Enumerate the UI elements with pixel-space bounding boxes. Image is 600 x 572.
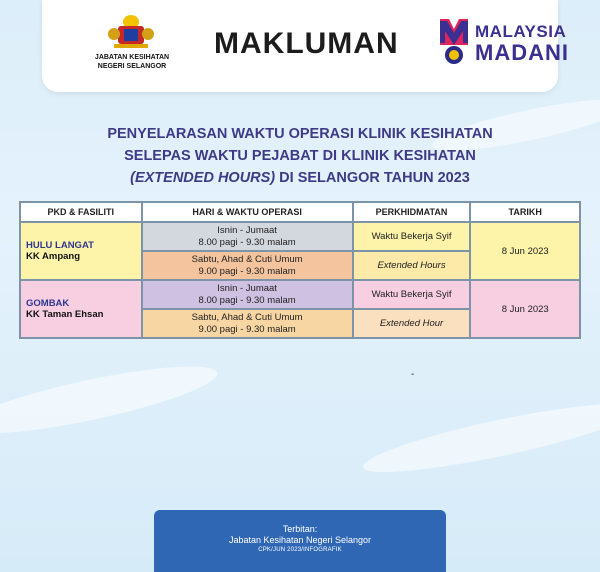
weekday-hours: 8.00 pagi - 9.30 malam — [198, 236, 296, 248]
government-crest-icon — [104, 12, 158, 50]
column-header-facility: PKD & FASILITI — [20, 202, 142, 222]
column-header-operating-hours: HARI & WAKTU OPERASI — [142, 202, 353, 222]
publisher-footer — [154, 510, 446, 572]
weekend-hours: 9.00 pagi - 9.30 malam — [198, 265, 296, 277]
table-header-row — [20, 202, 580, 222]
headline: MAKLUMAN — [214, 27, 399, 60]
document-title — [40, 123, 560, 189]
clinic-name: KK Ampang — [26, 251, 81, 262]
table-row — [20, 222, 580, 251]
service-extended-cell: Extended Hours — [353, 251, 471, 280]
service-shift-cell: Waktu Bekerja Syif — [353, 280, 471, 309]
stray-mark: - — [411, 369, 415, 380]
weekday-hours-cell — [142, 222, 353, 251]
title-line-1: PENYELARASAN WAKTU OPERASI KLINIK KESIHATAN — [107, 126, 493, 142]
background-streak — [359, 391, 600, 484]
title-extended-hours: (EXTENDED HOURS) — [130, 170, 276, 186]
date-cell: 8 Jun 2023 — [470, 280, 580, 338]
facility-cell — [20, 280, 142, 338]
footer-label: Terbitan: — [282, 524, 318, 534]
brand-line-1: MALAYSIA — [475, 22, 567, 41]
weekend-hours-cell — [142, 309, 353, 338]
footer-reference: CPK/JUN 2023/INFOGRAFIK — [258, 547, 342, 553]
agency-line-1: JABATAN KESIHATAN — [94, 54, 170, 61]
clinic-name: KK Taman Ehsan — [26, 309, 104, 320]
weekend-days: Sabtu, Ahad & Cuti Umum — [191, 311, 303, 323]
title-line-3-rest: DI SELANGOR TAHUN 2023 — [275, 170, 470, 186]
schedule-table — [19, 201, 581, 339]
title-line-3 — [40, 167, 560, 189]
date-cell: 8 Jun 2023 — [470, 222, 580, 280]
service-shift-cell: Waktu Bekerja Syif — [353, 222, 471, 251]
column-header-service: PERKHIDMATAN — [353, 202, 471, 222]
agency-name — [86, 53, 178, 71]
service-extended-cell: Extended Hour — [353, 309, 471, 338]
district-name: HULU LANGAT — [26, 240, 94, 251]
weekday-days: Isnin - Jumaat — [217, 282, 277, 294]
weekday-hours-cell — [142, 280, 353, 309]
weekend-days: Sabtu, Ahad & Cuti Umum — [191, 253, 303, 265]
header-banner — [42, 0, 569, 92]
column-header-date: TARIKH — [470, 202, 580, 222]
table-row — [20, 280, 580, 309]
background-streak — [0, 353, 221, 446]
weekday-hours: 8.00 pagi - 9.30 malam — [198, 294, 296, 306]
weekend-hours: 9.00 pagi - 9.30 malam — [198, 323, 296, 335]
district-name: GOMBAK — [26, 298, 70, 309]
title-line-2: SELEPAS WAKTU PEJABAT DI KLINIK KESIHATAN — [124, 148, 476, 164]
weekday-days: Isnin - Jumaat — [217, 224, 277, 236]
footer-publisher: Jabatan Kesihatan Negeri Selangor — [228, 535, 372, 545]
agency-line-2: NEGERI SELANGOR — [97, 63, 167, 70]
malaysia-madani-logo-icon — [437, 15, 471, 69]
brand-line-2: MADANI — [475, 40, 569, 65]
weekend-hours-cell — [142, 251, 353, 280]
facility-cell — [20, 222, 142, 280]
